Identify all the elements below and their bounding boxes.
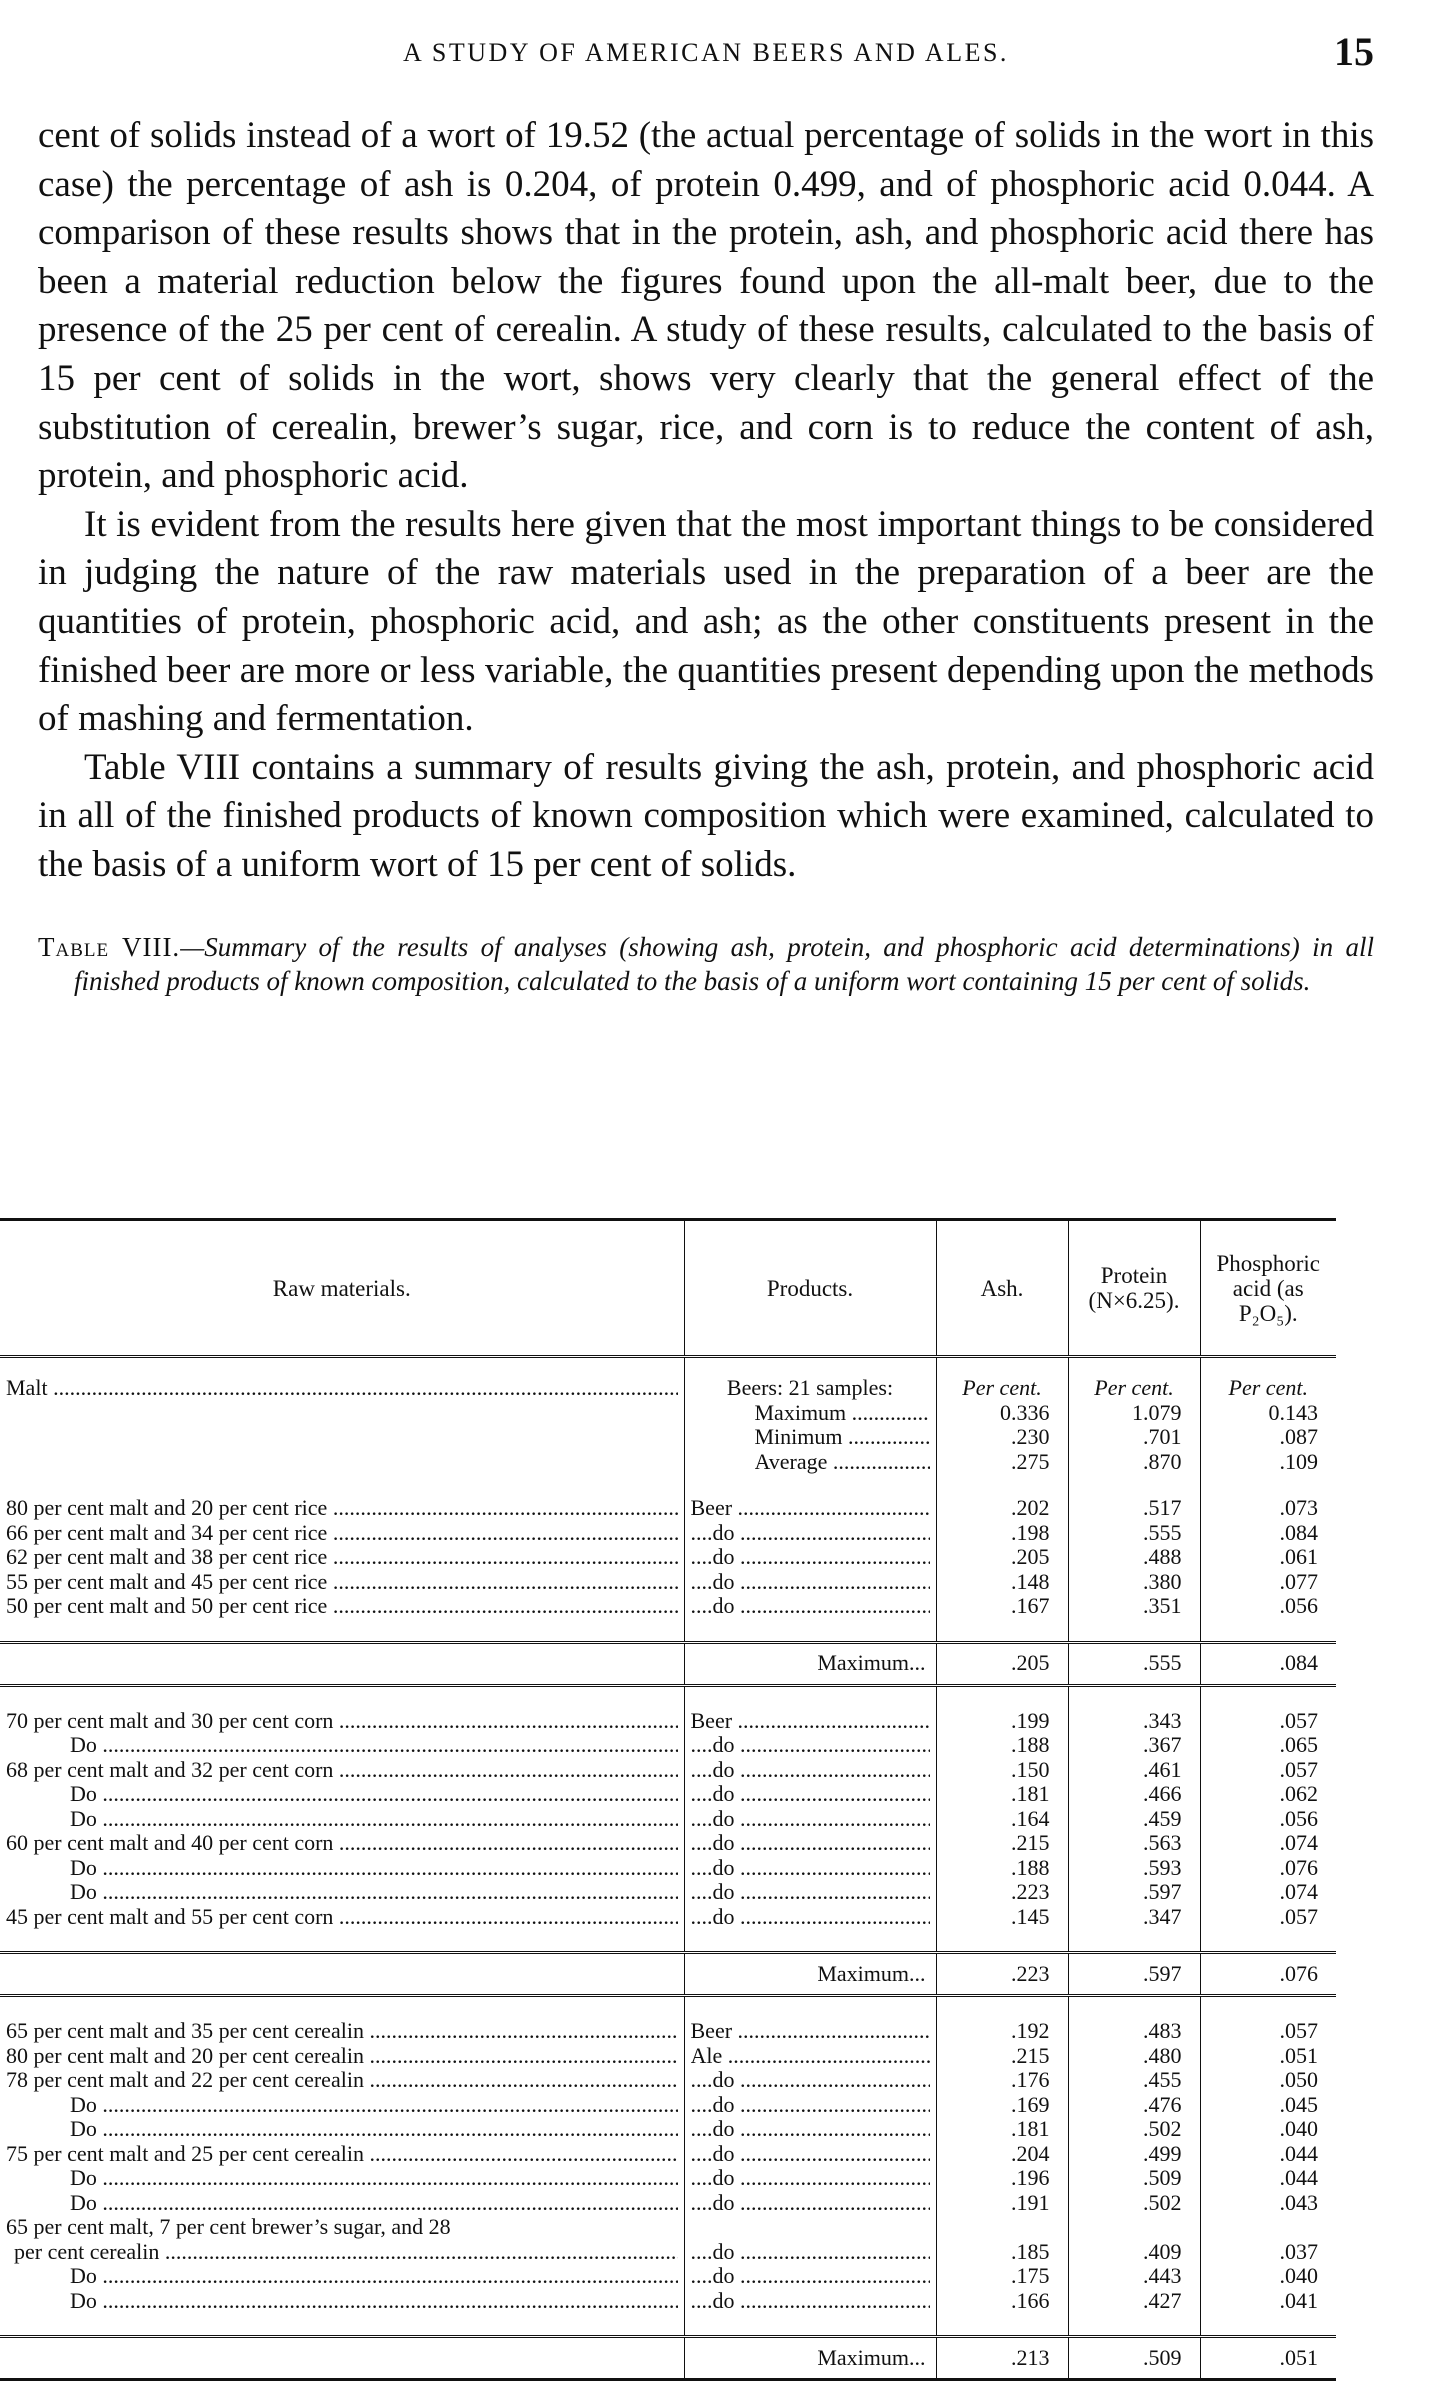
product-cell: ....do ..... [691, 1782, 930, 1807]
raw-material-cell: Do ..... [70, 1880, 678, 1905]
raw-material-cell: Do ..... [70, 1807, 678, 1832]
product-cell: ....do ..... [691, 1880, 930, 1905]
units-cell-protein: Per cent. [1068, 1357, 1200, 1401]
ash-value: .175 [936, 2264, 1068, 2289]
empty-cell [1200, 2215, 1336, 2240]
protein-value: .455 [1068, 2068, 1200, 2093]
protein-value: .466 [1068, 1782, 1200, 1807]
protein-value: .597 [1068, 1880, 1200, 1905]
raw-material-cell: Do ..... [70, 1856, 678, 1881]
table-row-maximum [0, 1642, 1336, 1685]
phos-value: 0.143 [1200, 1401, 1336, 1426]
phos-value: .109 [1200, 1450, 1336, 1475]
ash-value: .223 [936, 1880, 1068, 1905]
table-row [0, 2068, 1336, 2093]
table-row-maximum [0, 2337, 1336, 2380]
product-cell: ....do ..... [691, 2166, 930, 2191]
units-cell-ash: Per cent. [936, 1357, 1068, 1401]
protein-value: .443 [1068, 2264, 1200, 2289]
spacer-cell [936, 2313, 1068, 2337]
product-cell: ....do ..... [691, 1856, 930, 1881]
phos-value: .050 [1200, 2068, 1336, 2093]
product-cell: Beer ..... [691, 2019, 930, 2044]
raw-material-cell: 65 per cent malt, 7 per cent brewer’s sugar, and 28 [6, 2215, 451, 2239]
protein-max-value: .555 [1068, 1642, 1200, 1685]
phos-value: .057 [1200, 1905, 1336, 1930]
protein-value: .499 [1068, 2142, 1200, 2167]
raw-material-cell: 78 per cent malt and 22 per cent cerealin ..... [6, 2068, 678, 2093]
stat-label: Maximum ..... [755, 1401, 930, 1426]
raw-material-cell: Do ..... [70, 1733, 678, 1758]
phos-value: .062 [1200, 1782, 1336, 1807]
stat-label: Minimum ..... [755, 1425, 930, 1450]
ash-value: .199 [936, 1709, 1068, 1734]
product-cell: ....do ..... [691, 1807, 930, 1832]
document-page [38, 0, 1374, 998]
phos-value: .077 [1200, 1570, 1336, 1595]
raw-material-cell: Do ..... [70, 2264, 678, 2289]
table-row [0, 1856, 1336, 1881]
table-row [0, 2019, 1336, 2044]
ash-value: .192 [936, 2019, 1068, 2044]
spacer-cell [1068, 1474, 1200, 1496]
table-row-malt-stat [0, 1450, 1336, 1475]
table-caption-text: —Summary of the results of analyses (showing ash, protein, and phosphoric acid determinations) in all finished products of known composition, calculated to the basis of a uniform wort containing 15 per cent of solids. [74, 931, 1374, 996]
table-body [0, 1357, 1336, 2380]
col-header-raw-materials: Raw materials. [0, 1220, 684, 1357]
protein-value: .555 [1068, 1521, 1200, 1546]
ash-value: .198 [936, 1521, 1068, 1546]
spacer-cell [1068, 1619, 1200, 1643]
table-row [0, 2142, 1336, 2167]
table-row [0, 1831, 1336, 1856]
protein-value: .351 [1068, 1594, 1200, 1619]
protein-value: .409 [1068, 2240, 1200, 2265]
ash-max-value: .223 [936, 1953, 1068, 1996]
table-row-malt-stat [0, 1425, 1336, 1450]
protein-value: .476 [1068, 2093, 1200, 2118]
raw-material-cell: 50 per cent malt and 50 per cent rice ..... [6, 1594, 678, 1619]
ash-value: .202 [936, 1496, 1068, 1521]
product-cell: Beer ..... [691, 1709, 930, 1734]
raw-material-cell: 60 per cent malt and 40 per cent corn ..... [6, 1831, 678, 1856]
maximum-label: Maximum... [684, 2337, 936, 2380]
raw-material-cell: 75 per cent malt and 25 per cent cerealin ..... [6, 2142, 678, 2167]
protein-value: .509 [1068, 2166, 1200, 2191]
ash-value: .148 [936, 1570, 1068, 1595]
table-row [0, 2289, 1336, 2314]
empty-cell [684, 2215, 936, 2240]
maximum-label: Maximum... [684, 1642, 936, 1685]
table-row [0, 1880, 1336, 1905]
table-row [0, 1594, 1336, 1619]
raw-material-cell: 80 per cent malt and 20 per cent cerealin ..... [6, 2044, 678, 2069]
spacer-cell [684, 2313, 936, 2337]
product-cell: ....do ..... [691, 2117, 930, 2142]
table-row [0, 1496, 1336, 1521]
product-cell: ....do ..... [691, 2240, 930, 2265]
protein-value: .870 [1068, 1450, 1200, 1475]
ash-value: .204 [936, 2142, 1068, 2167]
protein-value: .517 [1068, 1496, 1200, 1521]
product-cell: Ale ..... [691, 2044, 930, 2069]
spacer-cell [0, 1929, 684, 1953]
product-cell: ....do ..... [691, 1831, 930, 1856]
spacer-cell [1200, 1996, 1336, 2020]
product-cell: ....do ..... [691, 1521, 930, 1546]
phos-max-value: .084 [1200, 1642, 1336, 1685]
protein-value: .563 [1068, 1831, 1200, 1856]
protein-value: .483 [1068, 2019, 1200, 2044]
table-header-row [0, 1220, 1336, 1357]
table-row [0, 1521, 1336, 1546]
table-row [0, 2117, 1336, 2142]
running-title: A STUDY OF AMERICAN BEERS AND ALES. [403, 38, 1009, 67]
protein-max-value: .597 [1068, 1953, 1200, 1996]
table-row-malt-stat [0, 1401, 1336, 1426]
product-cell: Beers: 21 samples: [684, 1357, 936, 1401]
spacer-cell [936, 1996, 1068, 2020]
product-cell: ....do ..... [691, 2289, 930, 2314]
ash-value: .181 [936, 1782, 1068, 1807]
body-paragraph: It is evident from the results here given that the most important things to be considered in judging the nature of the raw materials used in the preparation of a beer are the quantities of protein, phosphoric acid, and ash; as the other constituents present in the finished beer are more or less variable, the quantities present depending upon the methods of mashing and fermentation. [38, 503, 1374, 740]
empty-cell [0, 1425, 684, 1450]
col-header-protein: Protein (N×6.25). [1068, 1220, 1200, 1357]
spacer-cell [936, 1929, 1068, 1953]
product-cell: ....do ..... [691, 2142, 930, 2167]
table-row [0, 2044, 1336, 2069]
product-cell: ....do ..... [691, 1733, 930, 1758]
ash-value: .191 [936, 2191, 1068, 2216]
empty-cell [0, 1953, 684, 1996]
raw-material-cell: Do ..... [70, 2093, 678, 2118]
ash-max-value: .205 [936, 1642, 1068, 1685]
phos-value: .057 [1200, 2019, 1336, 2044]
product-cell: ....do ..... [691, 2264, 930, 2289]
ash-value: .196 [936, 2166, 1068, 2191]
summary-table-container [0, 1218, 1336, 2381]
phos-value: .056 [1200, 1594, 1336, 1619]
empty-cell [1068, 2215, 1200, 2240]
protein-value: .459 [1068, 1807, 1200, 1832]
table-row-malt [0, 1357, 1336, 1401]
table-row [0, 2215, 1336, 2240]
spacer-cell [1200, 1619, 1336, 1643]
protein-value: .701 [1068, 1425, 1200, 1450]
spacer-cell [936, 1474, 1068, 1496]
protein-value: .427 [1068, 2289, 1200, 2314]
spacer-cell [1068, 2313, 1200, 2337]
table-label: Table VIII. [38, 931, 181, 962]
table-row [0, 1570, 1336, 1595]
spacer-cell [684, 1929, 936, 1953]
ash-value: 0.336 [936, 1401, 1068, 1426]
protein-value: .502 [1068, 2191, 1200, 2216]
table-row [0, 1545, 1336, 1570]
raw-material-cell: per cent cerealin ..... [14, 2240, 678, 2265]
phos-value: .040 [1200, 2264, 1336, 2289]
raw-material-cell: 68 per cent malt and 32 per cent corn ..... [6, 1758, 678, 1783]
phos-value: .057 [1200, 1758, 1336, 1783]
product-cell: ....do ..... [691, 1905, 930, 1930]
table-row [0, 1782, 1336, 1807]
table-row [0, 2264, 1336, 2289]
spacer-cell [684, 1474, 936, 1496]
raw-material-cell: 66 per cent malt and 34 per cent rice ..... [6, 1521, 678, 1546]
table-spacer-row [0, 1996, 1336, 2020]
protein-value: .367 [1068, 1733, 1200, 1758]
ash-value: .185 [936, 2240, 1068, 2265]
summary-table [0, 1218, 1336, 2381]
spacer-cell [1200, 1929, 1336, 1953]
protein-value: .480 [1068, 2044, 1200, 2069]
spacer-cell [684, 1619, 936, 1643]
spacer-cell [1068, 1996, 1200, 2020]
table-row [0, 2166, 1336, 2191]
product-cell: ....do ..... [691, 1545, 930, 1570]
phos-value: .076 [1200, 1856, 1336, 1881]
spacer-cell [684, 1996, 936, 2020]
table-row [0, 2240, 1336, 2265]
product-cell: ....do ..... [691, 2068, 930, 2093]
ash-value: .215 [936, 1831, 1068, 1856]
spacer-cell [684, 1685, 936, 1709]
ash-value: .181 [936, 2117, 1068, 2142]
ash-max-value: .213 [936, 2337, 1068, 2380]
phos-max-value: .076 [1200, 1953, 1336, 1996]
product-cell: ....do ..... [691, 1570, 930, 1595]
phos-value: .074 [1200, 1880, 1336, 1905]
raw-material-cell: 62 per cent malt and 38 per cent rice ..... [6, 1545, 678, 1570]
raw-material-cell: Do ..... [70, 2166, 678, 2191]
spacer-cell [0, 1474, 684, 1496]
protein-value: .347 [1068, 1905, 1200, 1930]
running-head [38, 0, 1374, 112]
raw-material-cell: Do ..... [70, 2191, 678, 2216]
product-cell: ....do ..... [691, 2191, 930, 2216]
ash-value: .230 [936, 1425, 1068, 1450]
table-caption [38, 930, 1374, 998]
product-cell: Beer ..... [691, 1496, 930, 1521]
table-spacer-row [0, 1474, 1336, 1496]
raw-material-cell: 70 per cent malt and 30 per cent corn ..... [6, 1709, 678, 1734]
ash-value: .275 [936, 1450, 1068, 1475]
ash-value: .188 [936, 1733, 1068, 1758]
phos-value: .061 [1200, 1545, 1336, 1570]
spacer-cell [936, 1619, 1068, 1643]
protein-value: .461 [1068, 1758, 1200, 1783]
phos-value: .073 [1200, 1496, 1336, 1521]
spacer-cell [1200, 1685, 1336, 1709]
product-cell: ....do ..... [691, 1758, 930, 1783]
table-row [0, 1709, 1336, 1734]
protein-value: .593 [1068, 1856, 1200, 1881]
ash-value: .150 [936, 1758, 1068, 1783]
table-spacer-row [0, 1619, 1336, 1643]
spacer-cell [936, 1685, 1068, 1709]
ash-value: .145 [936, 1905, 1068, 1930]
raw-material-cell: 45 per cent malt and 55 per cent corn ..... [6, 1905, 678, 1930]
table-row [0, 1758, 1336, 1783]
protein-max-value: .509 [1068, 2337, 1200, 2380]
protein-value: .343 [1068, 1709, 1200, 1734]
raw-material-cell: 55 per cent malt and 45 per cent rice ..... [6, 1570, 678, 1595]
ash-value: .176 [936, 2068, 1068, 2093]
table-spacer-row [0, 1929, 1336, 1953]
ash-value: .166 [936, 2289, 1068, 2314]
empty-cell [0, 1450, 684, 1475]
spacer-cell [0, 1685, 684, 1709]
spacer-cell [1068, 1685, 1200, 1709]
spacer-cell [1200, 2313, 1336, 2337]
ash-value: .188 [936, 1856, 1068, 1881]
body-paragraph: cent of solids instead of a wort of 19.52 (the actual percentage of solids in the wort in this case) the percentage of ash is 0.204, of protein 0.499, and of phosphoric acid 0.044. A comparison of these results shows that in the protein, ash, and phosphoric acid there has been a material reduction below the figures found upon the all-malt beer, due to the presence of the 25 per cent of cerealin. A study of these results, calculated to the basis of 15 per cent of solids in the wort, shows very clearly that the general effect of the substitution of cerealin, brewer’s sugar, rice, and corn is to reduce the content of ash, protein, and phosphoric acid. [38, 115, 1374, 497]
col-header-phosphoric-acid: Phosphoric acid (as P₂O₅). [1200, 1220, 1336, 1357]
body-paragraph: Table VIII contains a summary of results giving the ash, protein, and phosphoric acid in all of the finished products of known composition which were examined, calculated to the basis of a uniform wort of 15 per cent of solids. [38, 746, 1374, 885]
raw-material-cell: Do ..... [70, 2117, 678, 2142]
phos-value: .056 [1200, 1807, 1336, 1832]
product-cell: ....do ..... [691, 1594, 930, 1619]
table-spacer-row [0, 1685, 1336, 1709]
phos-value: .043 [1200, 2191, 1336, 2216]
raw-material-cell: 65 per cent malt and 35 per cent cerealin ..... [6, 2019, 678, 2044]
maximum-label: Maximum... [684, 1953, 936, 1996]
empty-cell [936, 2215, 1068, 2240]
protein-value: 1.079 [1068, 1401, 1200, 1426]
phos-value: .074 [1200, 1831, 1336, 1856]
phos-value: .057 [1200, 1709, 1336, 1734]
phos-value: .044 [1200, 2142, 1336, 2167]
spacer-cell [1200, 1474, 1336, 1496]
raw-material-cell: Do ..... [70, 1782, 678, 1807]
raw-material-cell: Malt ..... [6, 1376, 678, 1401]
product-cell: ....do ..... [691, 2093, 930, 2118]
ash-value: .167 [936, 1594, 1068, 1619]
spacer-cell [0, 1619, 684, 1643]
phos-value: .037 [1200, 2240, 1336, 2265]
table-row [0, 2093, 1336, 2118]
ash-value: .215 [936, 2044, 1068, 2069]
protein-value: .380 [1068, 1570, 1200, 1595]
ash-value: .169 [936, 2093, 1068, 2118]
protein-value: .488 [1068, 1545, 1200, 1570]
phos-value: .065 [1200, 1733, 1336, 1758]
phos-value: .051 [1200, 2044, 1336, 2069]
col-header-ash: Ash. [936, 1220, 1068, 1357]
phos-value: .044 [1200, 2166, 1336, 2191]
spacer-cell [1068, 1929, 1200, 1953]
col-header-products: Products. [684, 1220, 936, 1357]
empty-cell [0, 2337, 684, 2380]
protein-value: .502 [1068, 2117, 1200, 2142]
spacer-cell [0, 2313, 684, 2337]
phos-max-value: .051 [1200, 2337, 1336, 2380]
units-cell-phos: Per cent. [1200, 1357, 1336, 1401]
phos-value: .040 [1200, 2117, 1336, 2142]
table-row [0, 2191, 1336, 2216]
ash-value: .164 [936, 1807, 1068, 1832]
empty-cell [0, 1642, 684, 1685]
raw-material-cell: Do ..... [70, 2289, 678, 2314]
table-row [0, 1807, 1336, 1832]
phos-value: .045 [1200, 2093, 1336, 2118]
ash-value: .205 [936, 1545, 1068, 1570]
stat-label: Average ..... [755, 1450, 930, 1475]
table-row [0, 1733, 1336, 1758]
raw-material-cell: 80 per cent malt and 20 per cent rice ..... [6, 1496, 678, 1521]
spacer-cell [0, 1996, 684, 2020]
table-spacer-row [0, 2313, 1336, 2337]
table-row [0, 1905, 1336, 1930]
empty-cell [0, 1401, 684, 1426]
table-row-maximum [0, 1953, 1336, 1996]
phos-value: .084 [1200, 1521, 1336, 1546]
phos-value: .041 [1200, 2289, 1336, 2314]
phos-value: .087 [1200, 1425, 1336, 1450]
page-number: 15 [1334, 29, 1374, 74]
